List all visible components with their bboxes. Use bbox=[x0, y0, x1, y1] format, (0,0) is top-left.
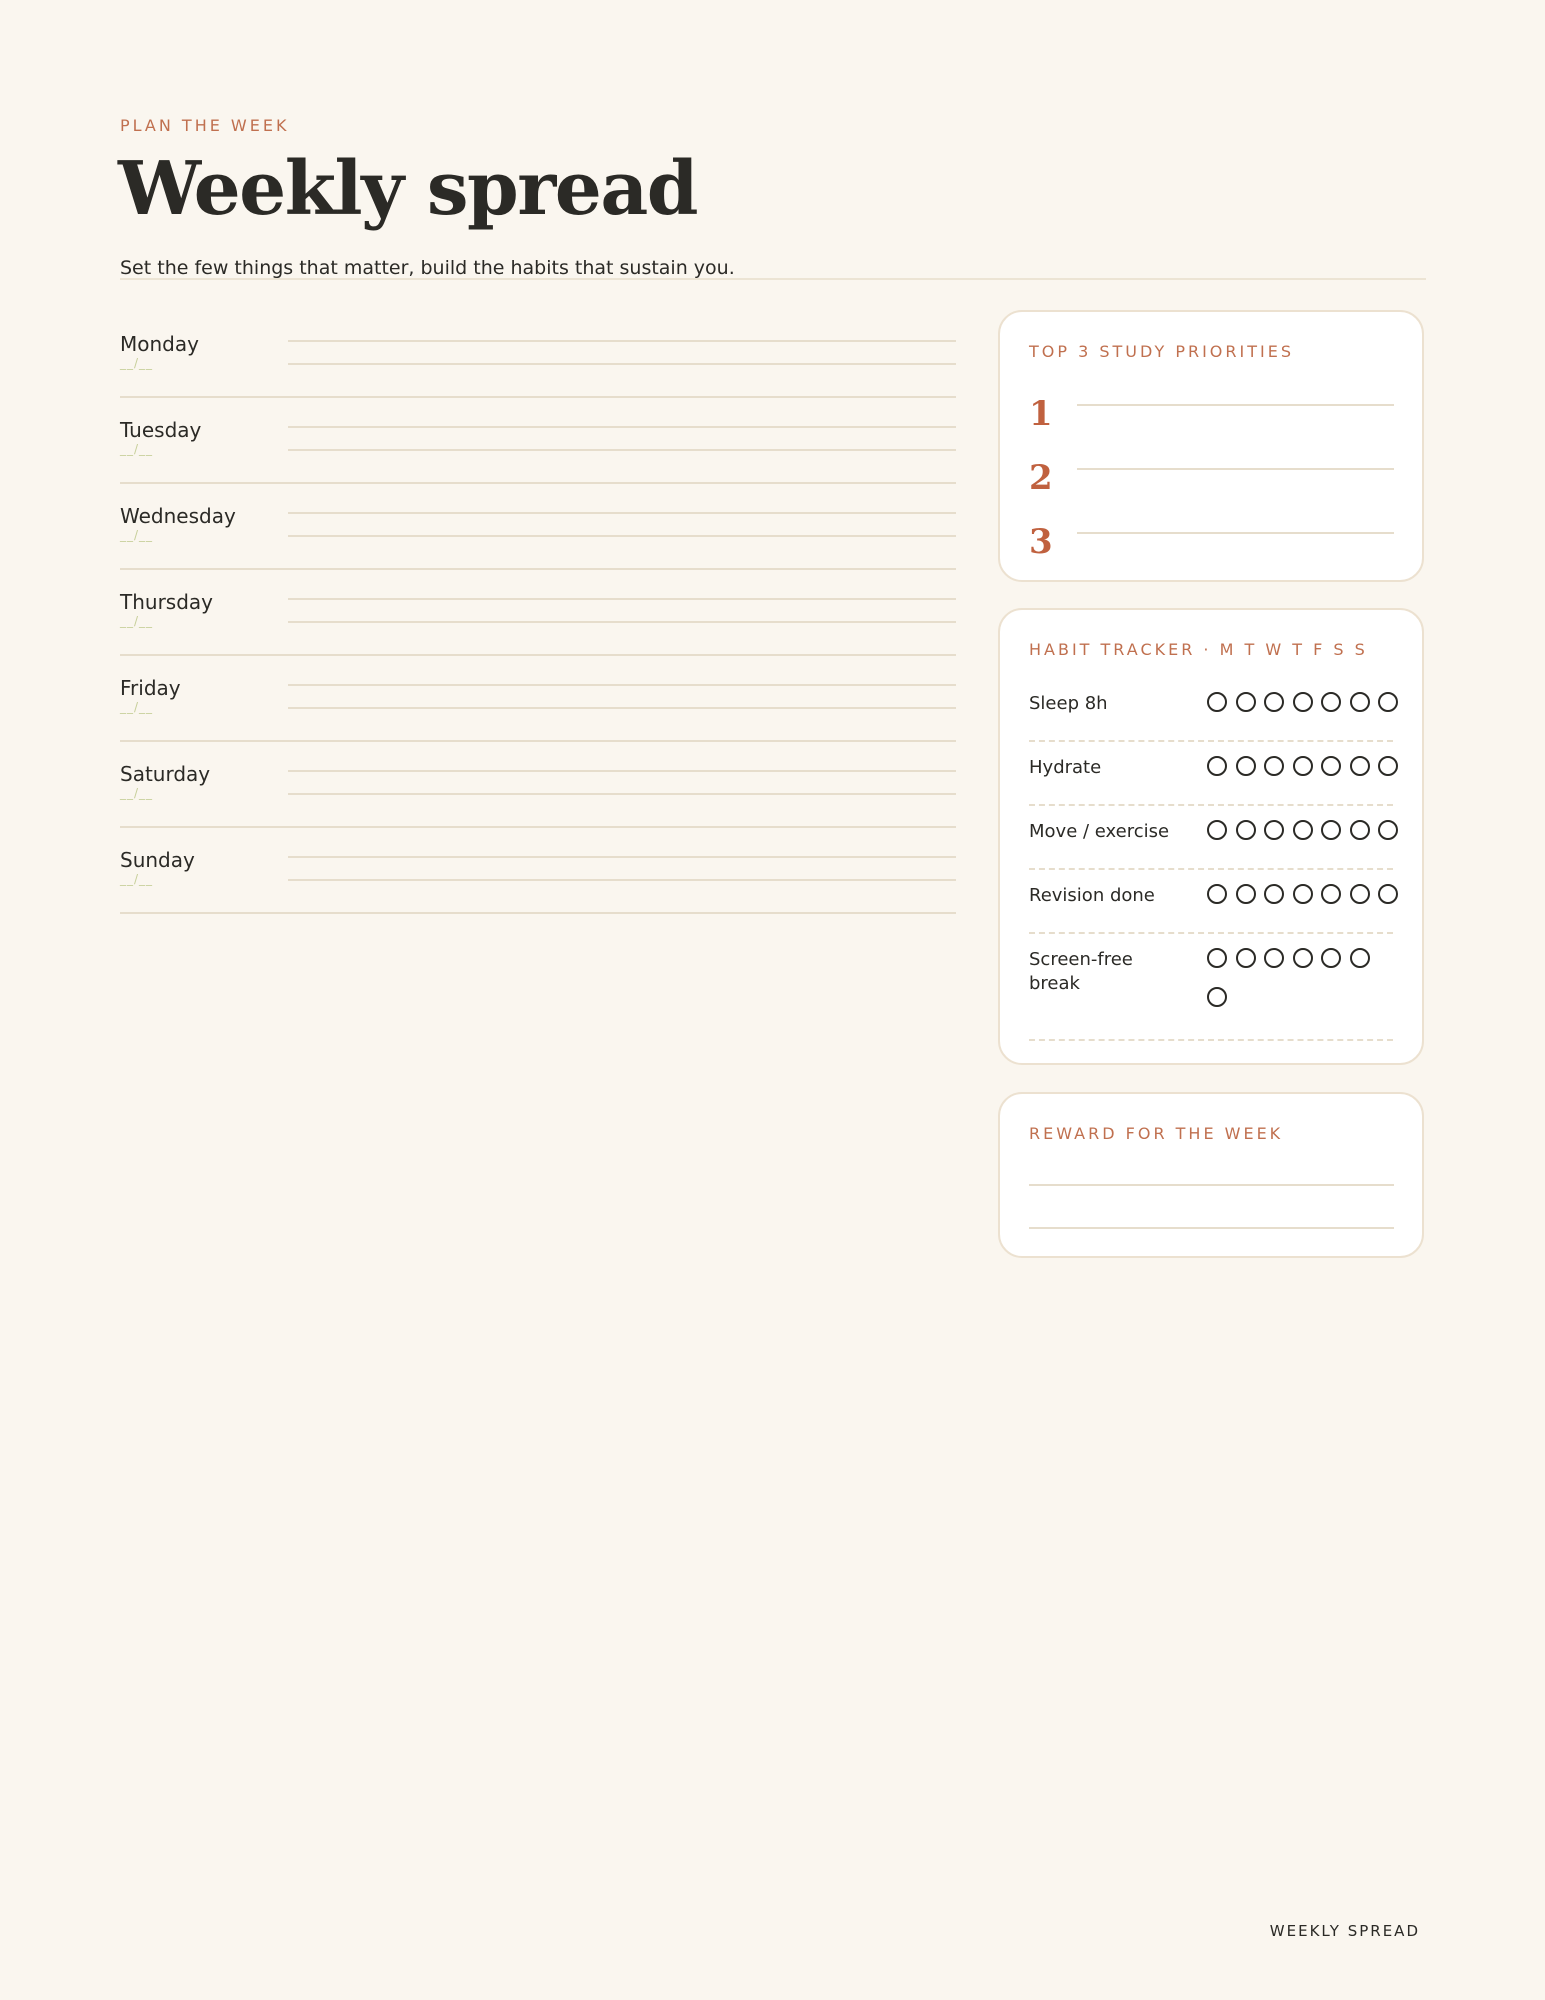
writing-line[interactable] bbox=[288, 598, 956, 600]
habit-tracker-title: HABIT TRACKER · M T W T F S S bbox=[1029, 640, 1368, 659]
habit-row bbox=[1029, 870, 1393, 934]
priority-number: 2 bbox=[1029, 458, 1053, 498]
day-row-friday bbox=[120, 656, 956, 742]
habit-checkbox-group bbox=[1207, 756, 1403, 776]
habit-day-checkbox[interactable] bbox=[1264, 948, 1284, 968]
habit-day-checkbox[interactable] bbox=[1321, 692, 1341, 712]
habit-day-checkbox[interactable] bbox=[1350, 884, 1370, 904]
writing-line[interactable] bbox=[288, 793, 956, 795]
habit-day-checkbox[interactable] bbox=[1350, 820, 1370, 840]
day-row-thursday bbox=[120, 570, 956, 656]
writing-line[interactable] bbox=[288, 426, 956, 428]
day-name: Wednesday bbox=[120, 504, 236, 528]
habit-day-checkbox[interactable] bbox=[1207, 820, 1227, 840]
habit-day-checkbox[interactable] bbox=[1207, 692, 1227, 712]
writing-line[interactable] bbox=[288, 684, 956, 686]
writing-line[interactable] bbox=[288, 363, 956, 365]
habit-day-checkbox[interactable] bbox=[1264, 756, 1284, 776]
habit-day-checkbox[interactable] bbox=[1321, 884, 1341, 904]
habit-day-checkbox[interactable] bbox=[1350, 756, 1370, 776]
priority-row bbox=[1029, 522, 1394, 562]
habit-label: Revision done bbox=[1029, 885, 1155, 906]
day-row-monday bbox=[120, 312, 956, 398]
reward-write-line[interactable] bbox=[1029, 1184, 1394, 1186]
day-name: Thursday bbox=[120, 590, 213, 614]
priority-write-line[interactable] bbox=[1077, 532, 1394, 534]
habit-row bbox=[1029, 742, 1393, 806]
header-divider bbox=[120, 278, 1426, 280]
writing-line[interactable] bbox=[288, 707, 956, 709]
day-name: Sunday bbox=[120, 848, 195, 872]
habit-day-checkbox[interactable] bbox=[1207, 948, 1227, 968]
day-name: Friday bbox=[120, 676, 181, 700]
habit-day-checkbox[interactable] bbox=[1207, 756, 1227, 776]
habit-day-checkbox[interactable] bbox=[1350, 692, 1370, 712]
habit-day-checkbox[interactable] bbox=[1236, 884, 1256, 904]
writing-line[interactable] bbox=[288, 535, 956, 537]
habit-day-checkbox[interactable] bbox=[1378, 692, 1398, 712]
writing-line[interactable] bbox=[288, 879, 956, 881]
day-date-field[interactable]: __/__ bbox=[120, 528, 154, 542]
eyebrow-label: PLAN THE WEEK bbox=[120, 116, 290, 135]
habit-day-checkbox[interactable] bbox=[1236, 820, 1256, 840]
day-row-saturday bbox=[120, 742, 956, 828]
priority-number: 3 bbox=[1029, 522, 1053, 562]
priority-write-line[interactable] bbox=[1077, 468, 1394, 470]
day-name: Saturday bbox=[120, 762, 211, 786]
footer-label: WEEKLY SPREAD bbox=[1269, 1922, 1420, 1940]
day-date-field[interactable]: __/__ bbox=[120, 356, 154, 370]
day-date-field[interactable]: __/__ bbox=[120, 872, 154, 886]
writing-line[interactable] bbox=[288, 856, 956, 858]
writing-line[interactable] bbox=[288, 770, 956, 772]
day-name: Tuesday bbox=[120, 418, 202, 442]
habit-day-checkbox[interactable] bbox=[1207, 987, 1227, 1007]
habit-tracker-card bbox=[998, 608, 1424, 1065]
writing-line[interactable] bbox=[288, 621, 956, 623]
habit-day-checkbox[interactable] bbox=[1321, 948, 1341, 968]
habit-checkbox-group bbox=[1207, 820, 1403, 840]
habit-day-checkbox[interactable] bbox=[1378, 884, 1398, 904]
day-list bbox=[120, 312, 956, 914]
habit-day-checkbox[interactable] bbox=[1207, 884, 1227, 904]
habit-label: Hydrate bbox=[1029, 757, 1102, 778]
habit-day-checkbox[interactable] bbox=[1264, 820, 1284, 840]
habit-label: Move / exercise bbox=[1029, 821, 1170, 842]
habit-row bbox=[1029, 934, 1393, 1041]
habit-day-checkbox[interactable] bbox=[1236, 692, 1256, 712]
habit-day-checkbox[interactable] bbox=[1350, 948, 1370, 968]
habit-day-checkbox[interactable] bbox=[1236, 756, 1256, 776]
writing-line[interactable] bbox=[288, 512, 956, 514]
habit-day-checkbox[interactable] bbox=[1378, 820, 1398, 840]
reward-write-line[interactable] bbox=[1029, 1227, 1394, 1229]
day-date-field[interactable]: __/__ bbox=[120, 614, 154, 628]
page-subtitle: Set the few things that matter, build the habits that sustain you. bbox=[120, 257, 735, 279]
habit-day-checkbox[interactable] bbox=[1293, 884, 1313, 904]
habit-row bbox=[1029, 678, 1393, 742]
habit-day-checkbox[interactable] bbox=[1236, 948, 1256, 968]
habit-row bbox=[1029, 806, 1393, 870]
habit-day-checkbox[interactable] bbox=[1293, 948, 1313, 968]
day-date-field[interactable]: __/__ bbox=[120, 700, 154, 714]
priority-write-line[interactable] bbox=[1077, 404, 1394, 406]
priorities-card bbox=[998, 310, 1424, 582]
habit-day-checkbox[interactable] bbox=[1264, 884, 1284, 904]
reward-card bbox=[998, 1092, 1424, 1258]
priority-row bbox=[1029, 458, 1394, 498]
habit-checkbox-group bbox=[1207, 948, 1383, 1007]
day-date-field[interactable]: __/__ bbox=[120, 442, 154, 456]
writing-line[interactable] bbox=[288, 340, 956, 342]
day-row-sunday bbox=[120, 828, 956, 914]
writing-line[interactable] bbox=[288, 449, 956, 451]
day-name: Monday bbox=[120, 332, 199, 356]
habit-checkbox-group bbox=[1207, 692, 1403, 712]
priorities-title: TOP 3 STUDY PRIORITIES bbox=[1029, 342, 1294, 361]
habit-day-checkbox[interactable] bbox=[1321, 820, 1341, 840]
habit-label: Screen-free break bbox=[1029, 949, 1133, 994]
priority-row bbox=[1029, 394, 1394, 434]
habit-day-checkbox[interactable] bbox=[1293, 756, 1313, 776]
reward-title: REWARD FOR THE WEEK bbox=[1029, 1124, 1284, 1143]
habit-checkbox-group bbox=[1207, 884, 1403, 904]
habit-day-checkbox[interactable] bbox=[1321, 756, 1341, 776]
habit-day-checkbox[interactable] bbox=[1378, 756, 1398, 776]
habit-day-checkbox[interactable] bbox=[1293, 692, 1313, 712]
habit-label: Sleep 8h bbox=[1029, 693, 1108, 714]
day-row-wednesday bbox=[120, 484, 956, 570]
priority-number: 1 bbox=[1029, 394, 1053, 434]
day-date-field[interactable]: __/__ bbox=[120, 786, 154, 800]
habit-day-checkbox[interactable] bbox=[1264, 692, 1284, 712]
page-title: Weekly spread bbox=[118, 146, 698, 232]
habit-day-checkbox[interactable] bbox=[1293, 820, 1313, 840]
day-row-tuesday bbox=[120, 398, 956, 484]
